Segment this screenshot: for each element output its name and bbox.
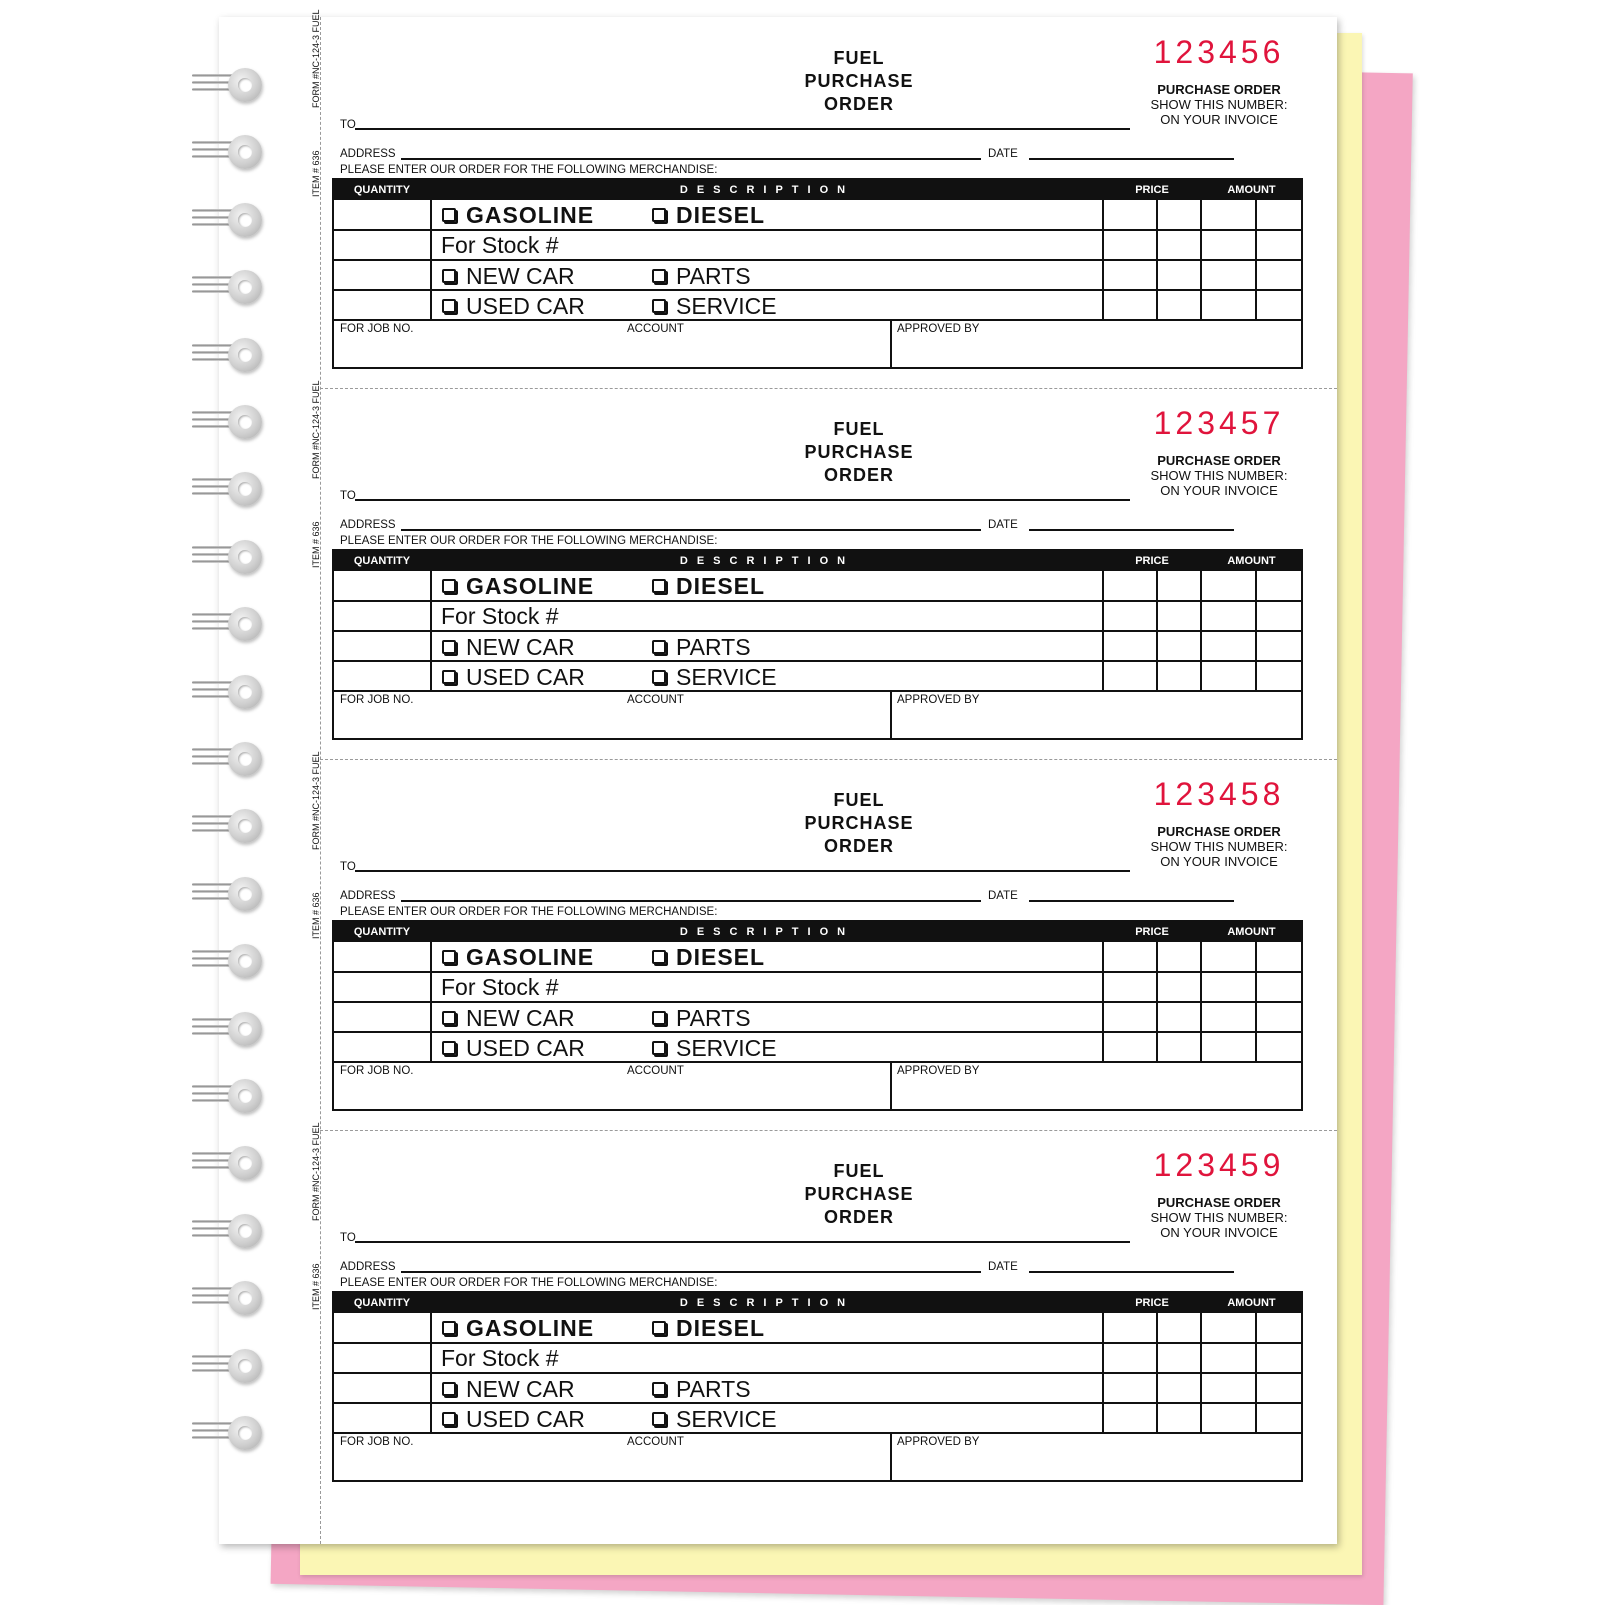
form-side-code xyxy=(311,1120,325,1310)
service-option[interactable] xyxy=(652,1406,777,1433)
form-title xyxy=(799,418,919,487)
column-divider xyxy=(1200,180,1202,319)
merchandise-table xyxy=(332,178,1303,369)
item-code: ITEM # 636 xyxy=(311,521,321,568)
date-field[interactable] xyxy=(1029,900,1234,902)
title-line: ORDER xyxy=(823,836,894,856)
diesel-option[interactable] xyxy=(652,944,765,971)
row-divider xyxy=(334,1372,1301,1374)
po-number: 123456 xyxy=(1153,34,1285,70)
amount-header: AMOUNT xyxy=(1202,1293,1301,1313)
item-code: ITEM # 636 xyxy=(311,892,321,939)
option-label: SERVICE xyxy=(676,1406,777,1432)
po-label: PURCHASE ORDER xyxy=(1157,824,1281,839)
form-code: FORM #NC-124-3 FUEL xyxy=(311,9,321,108)
po-instruction: SHOW THIS NUMBER: xyxy=(1150,1210,1288,1225)
title-line: PURCHASE xyxy=(804,1184,914,1204)
service-option[interactable] xyxy=(652,664,777,691)
checkbox-icon[interactable] xyxy=(652,1011,666,1025)
date-label: DATE xyxy=(988,519,1018,531)
for-stock-label: For Stock # xyxy=(441,974,559,1000)
checkbox-icon[interactable] xyxy=(442,269,456,283)
diesel-option[interactable] xyxy=(652,202,765,229)
option-label: GASOLINE xyxy=(466,1315,595,1341)
option-label: SERVICE xyxy=(676,1035,777,1061)
fuel-purchase-order-form xyxy=(219,1122,1337,1501)
row-divider xyxy=(334,600,1301,602)
to-label: TO xyxy=(340,119,356,131)
po-instruction: ON YOUR INVOICE xyxy=(1160,1225,1278,1240)
service-option[interactable] xyxy=(652,293,777,320)
checkbox-icon[interactable] xyxy=(652,640,666,654)
to-label: TO xyxy=(340,490,356,502)
price-header: PRICE xyxy=(1104,922,1200,942)
po-info xyxy=(1129,1195,1309,1240)
po-instruction: SHOW THIS NUMBER: xyxy=(1150,97,1288,112)
item-code: ITEM # 636 xyxy=(311,150,321,197)
po-number: 123457 xyxy=(1153,405,1285,441)
option-label: DIESEL xyxy=(676,1315,766,1341)
merchandise-table xyxy=(332,549,1303,740)
for-stock-label: For Stock # xyxy=(441,603,559,629)
checkbox-icon[interactable] xyxy=(442,208,456,222)
row-divider xyxy=(334,229,1301,231)
order-instruction: PLEASE ENTER OUR ORDER FOR THE FOLLOWING MERCHANDISE: xyxy=(340,1277,718,1289)
checkbox-icon[interactable] xyxy=(442,1412,456,1426)
fuel-purchase-order-form xyxy=(219,380,1337,759)
to-label: TO xyxy=(340,1232,356,1244)
column-divider xyxy=(1102,551,1104,690)
job-number-label: FOR JOB NO. xyxy=(340,694,414,706)
option-label: GASOLINE xyxy=(466,202,595,228)
order-instruction: PLEASE ENTER OUR ORDER FOR THE FOLLOWING MERCHANDISE: xyxy=(340,164,718,176)
title-line: FUEL xyxy=(833,790,885,810)
po-number: 123458 xyxy=(1153,776,1285,812)
merchandise-table xyxy=(332,920,1303,1111)
description-header: DESCRIPTION xyxy=(432,180,1102,200)
address-label: ADDRESS xyxy=(340,1261,396,1273)
checkbox-icon[interactable] xyxy=(652,1041,666,1055)
merchandise-table xyxy=(332,1291,1303,1482)
quantity-header: QUANTITY xyxy=(334,180,430,200)
column-divider xyxy=(890,1432,892,1482)
po-instruction: ON YOUR INVOICE xyxy=(1160,854,1278,869)
option-label: DIESEL xyxy=(676,202,766,228)
checkbox-icon[interactable] xyxy=(652,950,666,964)
checkbox-icon[interactable] xyxy=(442,299,456,313)
checkbox-icon[interactable] xyxy=(652,1382,666,1396)
po-info xyxy=(1129,82,1309,127)
checkbox-icon[interactable] xyxy=(442,640,456,654)
job-number-label: FOR JOB NO. xyxy=(340,323,414,335)
option-label: GASOLINE xyxy=(466,944,595,970)
date-label: DATE xyxy=(988,148,1018,160)
quantity-header: QUANTITY xyxy=(334,922,430,942)
po-instruction: ON YOUR INVOICE xyxy=(1160,483,1278,498)
column-divider xyxy=(890,319,892,369)
approved-by-label: APPROVED BY xyxy=(897,694,980,706)
checkbox-icon[interactable] xyxy=(442,1321,456,1335)
quantity-header: QUANTITY xyxy=(334,551,430,571)
option-label: PARTS xyxy=(676,263,751,289)
used-car-option[interactable] xyxy=(442,664,585,691)
address-field[interactable] xyxy=(401,158,981,160)
to-field[interactable] xyxy=(355,128,1130,130)
po-info xyxy=(1129,824,1309,869)
amount-header: AMOUNT xyxy=(1202,922,1301,942)
description-header: DESCRIPTION xyxy=(432,1293,1102,1313)
date-field[interactable] xyxy=(1029,529,1234,531)
column-divider xyxy=(890,690,892,740)
gasoline-option[interactable] xyxy=(442,202,594,229)
po-label: PURCHASE ORDER xyxy=(1157,453,1281,468)
checkbox-icon[interactable] xyxy=(442,670,456,684)
checkbox-icon[interactable] xyxy=(652,1412,666,1426)
to-field[interactable] xyxy=(355,499,1130,501)
form-code: FORM #NC-124-3 FUEL xyxy=(311,1122,321,1221)
order-instruction: PLEASE ENTER OUR ORDER FOR THE FOLLOWING MERCHANDISE: xyxy=(340,906,718,918)
column-divider xyxy=(1200,922,1202,1061)
column-divider xyxy=(1102,922,1104,1061)
column-divider xyxy=(430,922,432,1061)
option-label: USED CAR xyxy=(466,1406,585,1432)
address-field[interactable] xyxy=(401,529,981,531)
for-stock-label: For Stock # xyxy=(441,232,559,258)
option-label: SERVICE xyxy=(676,293,777,319)
option-label: PARTS xyxy=(676,634,751,660)
parts-option[interactable] xyxy=(652,263,751,290)
parts-option[interactable] xyxy=(652,1376,751,1403)
date-label: DATE xyxy=(988,890,1018,902)
form-title xyxy=(799,789,919,858)
option-label: NEW CAR xyxy=(466,263,575,289)
checkbox-icon[interactable] xyxy=(652,579,666,593)
checkbox-icon[interactable] xyxy=(652,1321,666,1335)
fuel-purchase-order-form xyxy=(219,751,1337,1130)
parts-option[interactable] xyxy=(652,1005,751,1032)
option-label: SERVICE xyxy=(676,664,777,690)
title-line: FUEL xyxy=(833,1161,885,1181)
checkbox-icon[interactable] xyxy=(652,670,666,684)
title-line: PURCHASE xyxy=(804,71,914,91)
form-title xyxy=(799,47,919,116)
po-number: 123459 xyxy=(1153,1147,1285,1183)
title-line: ORDER xyxy=(823,465,894,485)
to-label: TO xyxy=(340,861,356,873)
option-label: PARTS xyxy=(676,1005,751,1031)
account-label: ACCOUNT xyxy=(627,1436,684,1448)
fuel-purchase-order-form xyxy=(219,9,1337,388)
to-field[interactable] xyxy=(355,870,1130,872)
checkbox-icon[interactable] xyxy=(652,299,666,313)
row-divider xyxy=(334,1001,1301,1003)
po-instruction: SHOW THIS NUMBER: xyxy=(1150,468,1288,483)
option-label: USED CAR xyxy=(466,1035,585,1061)
new-car-option[interactable] xyxy=(442,1376,575,1403)
diesel-option[interactable] xyxy=(652,1315,765,1342)
checkbox-icon[interactable] xyxy=(442,1041,456,1055)
description-header: DESCRIPTION xyxy=(432,551,1102,571)
checkbox-icon[interactable] xyxy=(442,579,456,593)
option-label: USED CAR xyxy=(466,664,585,690)
option-label: DIESEL xyxy=(676,573,766,599)
form-side-code xyxy=(311,7,325,197)
gasoline-option[interactable] xyxy=(442,573,594,600)
po-instruction: SHOW THIS NUMBER: xyxy=(1150,839,1288,854)
amount-header: AMOUNT xyxy=(1202,180,1301,200)
date-label: DATE xyxy=(988,1261,1018,1273)
po-label: PURCHASE ORDER xyxy=(1157,1195,1281,1210)
title-line: PURCHASE xyxy=(804,813,914,833)
account-label: ACCOUNT xyxy=(627,323,684,335)
option-label: PARTS xyxy=(676,1376,751,1402)
title-line: FUEL xyxy=(833,48,885,68)
option-label: DIESEL xyxy=(676,944,766,970)
column-divider xyxy=(1102,1293,1104,1432)
form-side-code xyxy=(311,749,325,939)
approved-by-label: APPROVED BY xyxy=(897,323,980,335)
item-code: ITEM # 636 xyxy=(311,1263,321,1310)
amount-header: AMOUNT xyxy=(1202,551,1301,571)
for-stock-label: For Stock # xyxy=(441,1345,559,1371)
account-label: ACCOUNT xyxy=(627,694,684,706)
option-label: NEW CAR xyxy=(466,1005,575,1031)
parts-option[interactable] xyxy=(652,634,751,661)
order-instruction: PLEASE ENTER OUR ORDER FOR THE FOLLOWING MERCHANDISE: xyxy=(340,535,718,547)
used-car-option[interactable] xyxy=(442,1406,585,1433)
job-number-label: FOR JOB NO. xyxy=(340,1436,414,1448)
gasoline-option[interactable] xyxy=(442,1315,594,1342)
address-label: ADDRESS xyxy=(340,148,396,160)
form-code: FORM #NC-124-3 FUEL xyxy=(311,380,321,479)
column-divider xyxy=(1200,1293,1202,1432)
row-divider xyxy=(334,259,1301,261)
form-code: FORM #NC-124-3 FUEL xyxy=(311,751,321,850)
row-divider xyxy=(334,971,1301,973)
to-field[interactable] xyxy=(355,1241,1130,1243)
date-field[interactable] xyxy=(1029,1271,1234,1273)
approved-by-label: APPROVED BY xyxy=(897,1436,980,1448)
gasoline-option[interactable] xyxy=(442,944,594,971)
used-car-option[interactable] xyxy=(442,1035,585,1062)
quantity-header: QUANTITY xyxy=(334,1293,430,1313)
new-car-option[interactable] xyxy=(442,1005,575,1032)
service-option[interactable] xyxy=(652,1035,777,1062)
job-number-label: FOR JOB NO. xyxy=(340,1065,414,1077)
address-label: ADDRESS xyxy=(340,519,396,531)
title-line: ORDER xyxy=(823,94,894,114)
column-divider xyxy=(430,180,432,319)
column-divider xyxy=(890,1061,892,1111)
form-side-code xyxy=(311,378,325,568)
row-divider xyxy=(334,1342,1301,1344)
column-divider xyxy=(430,1293,432,1432)
option-label: NEW CAR xyxy=(466,634,575,660)
form-title xyxy=(799,1160,919,1229)
option-label: GASOLINE xyxy=(466,573,595,599)
column-divider xyxy=(430,551,432,690)
description-header: DESCRIPTION xyxy=(432,922,1102,942)
account-label: ACCOUNT xyxy=(627,1065,684,1077)
address-label: ADDRESS xyxy=(340,890,396,902)
price-header: PRICE xyxy=(1104,551,1200,571)
option-label: USED CAR xyxy=(466,293,585,319)
address-field[interactable] xyxy=(401,1271,981,1273)
price-header: PRICE xyxy=(1104,180,1200,200)
po-info xyxy=(1129,453,1309,498)
used-car-option[interactable] xyxy=(442,293,585,320)
title-line: PURCHASE xyxy=(804,442,914,462)
date-field[interactable] xyxy=(1029,158,1234,160)
checkbox-icon[interactable] xyxy=(652,269,666,283)
diesel-option[interactable] xyxy=(652,573,765,600)
column-divider xyxy=(1102,180,1104,319)
column-divider xyxy=(1200,551,1202,690)
checkbox-icon[interactable] xyxy=(442,1011,456,1025)
po-label: PURCHASE ORDER xyxy=(1157,82,1281,97)
checkbox-icon[interactable] xyxy=(442,950,456,964)
title-line: ORDER xyxy=(823,1207,894,1227)
po-instruction: ON YOUR INVOICE xyxy=(1160,112,1278,127)
checkbox-icon[interactable] xyxy=(652,208,666,222)
title-line: FUEL xyxy=(833,419,885,439)
checkbox-icon[interactable] xyxy=(442,1382,456,1396)
new-car-option[interactable] xyxy=(442,263,575,290)
new-car-option[interactable] xyxy=(442,634,575,661)
row-divider xyxy=(334,630,1301,632)
approved-by-label: APPROVED BY xyxy=(897,1065,980,1077)
address-field[interactable] xyxy=(401,900,981,902)
price-header: PRICE xyxy=(1104,1293,1200,1313)
option-label: NEW CAR xyxy=(466,1376,575,1402)
